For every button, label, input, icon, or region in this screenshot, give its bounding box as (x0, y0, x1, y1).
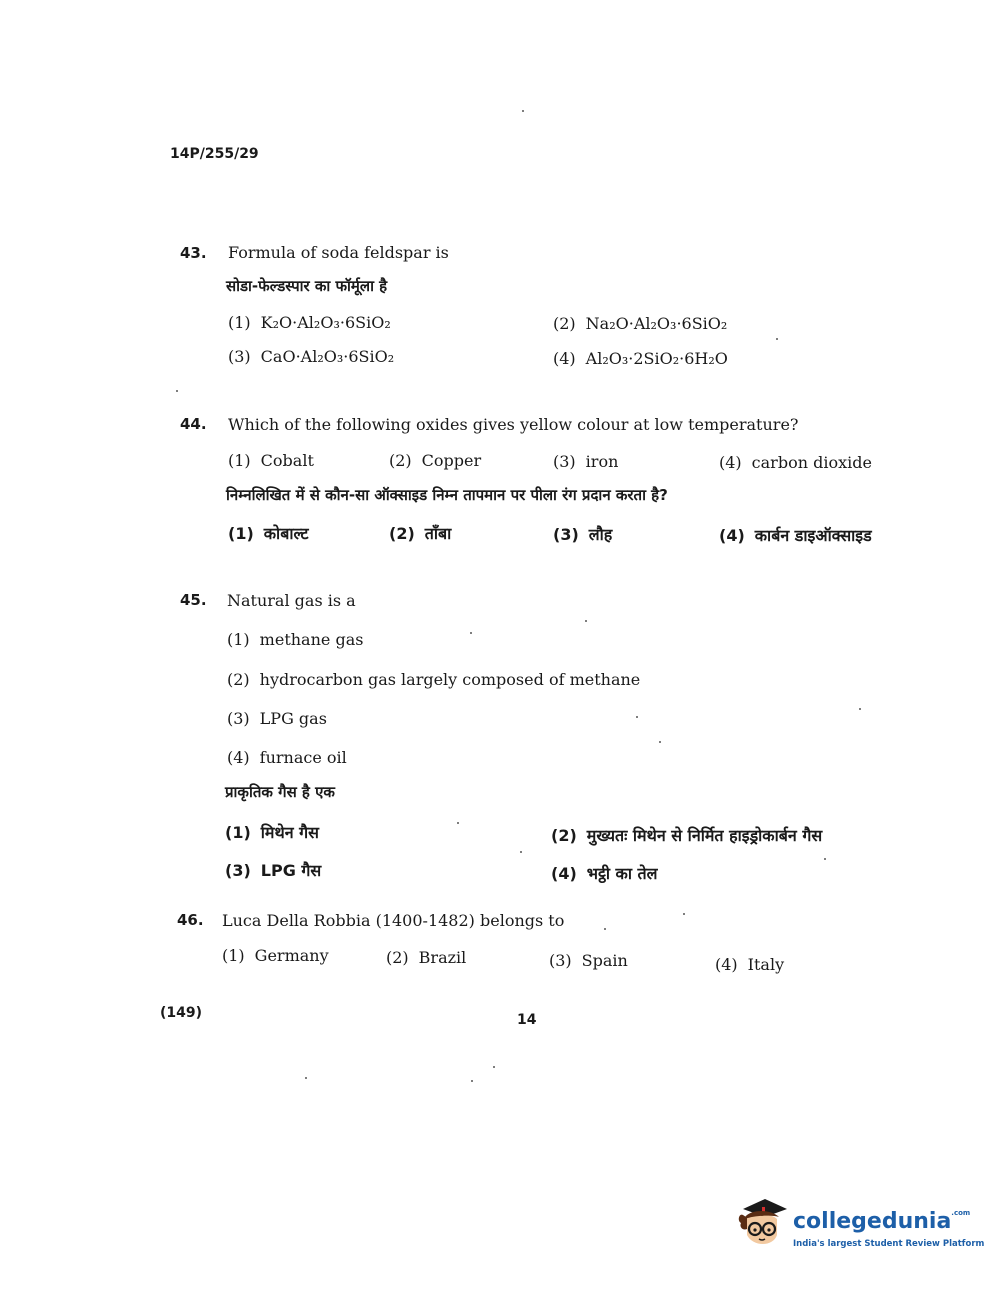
option-text: Spain (581, 951, 628, 970)
student-mascot-icon (735, 1195, 791, 1255)
option-1 (222, 946, 329, 965)
option-text: Copper (421, 451, 482, 470)
option-3-hi (553, 523, 612, 545)
option-4 (719, 453, 872, 472)
option-3 (553, 452, 618, 471)
scan-speck (859, 708, 861, 710)
option-number: (1) (228, 451, 251, 470)
question-number: 45. (180, 591, 207, 609)
option-number: (2) (389, 524, 415, 543)
option-number: (4) (715, 955, 738, 974)
option-text: Brazil (418, 948, 467, 967)
option-text: Al₂O₃·2SiO₂·6H₂O (585, 349, 728, 368)
option-number: (4) (719, 453, 742, 472)
scan-speck (493, 1066, 495, 1068)
question-text-hi: निम्नलिखित में से कौन-सा ऑक्साइड निम्न तापमान पर पीला रंग प्रदान करता है? (226, 486, 668, 504)
option-2 (553, 314, 727, 333)
scan-speck (824, 858, 826, 860)
option-number: (3) (227, 709, 250, 728)
question-text-en: Natural gas is a (227, 591, 356, 610)
option-3 (549, 951, 628, 970)
option-number: (4) (227, 748, 250, 767)
scan-speck (585, 620, 587, 622)
question-number: 46. (177, 911, 204, 929)
option-text: hydrocarbon gas largely composed of methane (259, 670, 641, 689)
scan-speck (471, 1080, 473, 1082)
option-2-hi (389, 522, 451, 544)
option-text: लौह (588, 525, 613, 544)
brand-tagline: India's largest Student Review Platform (793, 1239, 985, 1249)
question-text-en: Which of the following oxides gives yellow colour at low temperature? (228, 415, 799, 434)
option-2-hi (551, 824, 822, 846)
option-text: Cobalt (260, 451, 314, 470)
collegedunia-watermark (735, 1195, 985, 1261)
scan-speck (176, 390, 178, 392)
scan-speck (604, 928, 606, 930)
option-number: (2) (389, 451, 412, 470)
option-number: (4) (719, 526, 745, 545)
option-4-hi (719, 524, 872, 546)
option-number: (3) (225, 861, 251, 880)
option-1-hi (228, 522, 309, 544)
option-1 (228, 451, 314, 470)
option-text: ताँबा (424, 524, 452, 543)
option-number: (1) (225, 823, 251, 842)
option-number: (1) (228, 313, 251, 332)
option-number: (2) (553, 314, 576, 333)
option-text: LPG gas (259, 709, 327, 728)
question-text-en: Luca Della Robbia (1400-1482) belongs to (222, 911, 565, 930)
option-number: (2) (386, 948, 409, 967)
option-text: CaO·Al₂O₃·6SiO₂ (260, 347, 395, 366)
option-text: भट्ठी का तेल (586, 864, 658, 883)
paper-code: 14P/255/29 (170, 146, 259, 162)
scan-speck (636, 716, 638, 718)
question-number: 43. (180, 244, 207, 262)
option-text: methane gas (259, 630, 364, 649)
option-1 (228, 313, 391, 332)
scan-speck (683, 913, 685, 915)
option-text: Italy (747, 955, 785, 974)
option-text: Na₂O·Al₂O₃·6SiO₂ (585, 314, 728, 333)
option-number: (2) (551, 826, 577, 845)
brand-name (793, 1209, 970, 1234)
option-text: K₂O·Al₂O₃·6SiO₂ (260, 313, 391, 332)
option-number: (1) (227, 630, 250, 649)
option-number: (3) (553, 525, 579, 544)
option-2 (386, 948, 466, 967)
scan-speck (522, 110, 524, 112)
option-number: (1) (222, 946, 245, 965)
option-4-hi (551, 862, 658, 884)
scan-speck (659, 741, 661, 743)
page-number: 14 (517, 1012, 537, 1028)
question-text-hi: प्राकृतिक गैस है एक (225, 783, 335, 801)
brand-suffix: .com (951, 1209, 971, 1217)
option-4 (227, 748, 347, 767)
question-text-hi: सोडा-फेल्डस्पार का फॉर्मूला है (226, 277, 388, 295)
scan-speck (305, 1077, 307, 1079)
option-text: मिथेन गैस (260, 823, 319, 842)
brand-name-text: collegedunia (793, 1209, 952, 1234)
option-3-hi (225, 859, 321, 881)
option-number: (2) (227, 670, 250, 689)
option-2 (227, 670, 640, 689)
option-4 (553, 349, 728, 368)
question-number: 44. (180, 415, 207, 433)
option-text: मुख्यतः मिथेन से निर्मित हाइड्रोकार्बन गैस (586, 826, 823, 845)
option-text: Germany (254, 946, 329, 965)
option-3 (228, 347, 394, 366)
option-4 (715, 955, 784, 974)
scan-speck (470, 632, 472, 634)
option-number: (3) (228, 347, 251, 366)
option-number: (3) (549, 951, 572, 970)
footer-code: (149) (160, 1005, 203, 1021)
question-text-en: Formula of soda feldspar is (228, 243, 449, 262)
option-1 (227, 630, 363, 649)
scan-speck (776, 338, 778, 340)
option-1-hi (225, 821, 319, 843)
option-text: LPG गैस (260, 861, 322, 880)
option-3 (227, 709, 327, 728)
option-number: (4) (553, 349, 576, 368)
option-text: furnace oil (259, 748, 347, 767)
option-number: (3) (553, 452, 576, 471)
scan-speck (520, 851, 522, 853)
option-text: iron (585, 452, 619, 471)
option-text: कार्बन डाइऑक्साइड (754, 526, 872, 545)
option-number: (4) (551, 864, 577, 883)
option-text: carbon dioxide (751, 453, 872, 472)
option-number: (1) (228, 524, 254, 543)
scan-speck (457, 822, 459, 824)
option-text: कोबाल्ट (263, 524, 309, 543)
option-2 (389, 451, 481, 470)
